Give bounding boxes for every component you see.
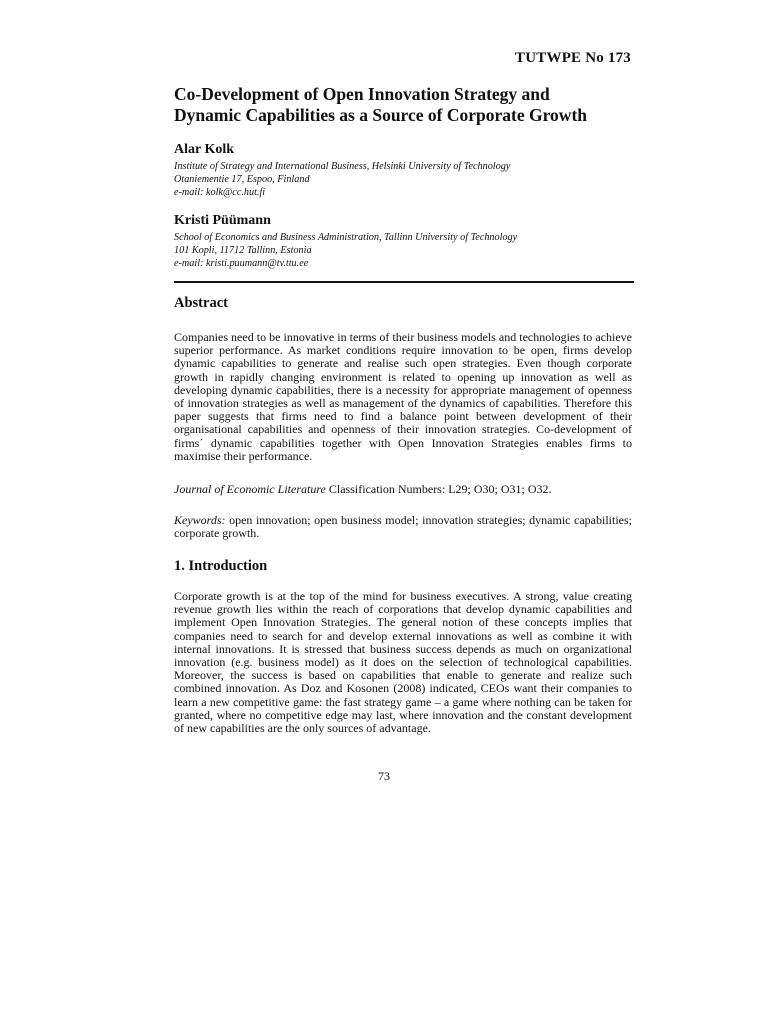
- author-address: Otaniementie 17, Espoo, Finland: [174, 173, 310, 185]
- author-affiliation: Institute of Strategy and International Business, Helsinki University of Technology: [174, 161, 511, 172]
- keywords-label: Keywords:: [174, 513, 226, 527]
- author-email: e-mail: kristi.puumann@tv.ttu.ee: [174, 257, 309, 269]
- jel-text: Classification Numbers: L29; O30; O31; O32.: [325, 482, 552, 496]
- keywords: [174, 514, 632, 540]
- series-number: TUTWPE No 173: [515, 50, 631, 66]
- jel-label: Journal of Economic Literature: [174, 482, 326, 496]
- author-address: 101 Kopli, 11712 Tallinn, Estonia: [174, 244, 312, 256]
- keywords-text: open innovation; open business model; innovation strategies; dynamic capabilities; corporate growth.: [174, 513, 632, 541]
- introduction-text: Corporate growth is at the top of the mind for business executives. A strong, value creating revenue growth lies within the reach of corporations that develop dynamic capabilities and implement Open Innovation Strategies. The general notion of these concepts implies that companies need to search for and develop external innovations as well as combine it with internal innovations. It is stressed that business success depends as much on organizational innovation (e.g. business model) as it does on the selection of technological capabilities. Moreover, the success is based on capabilities that enable to generate and realize such combined innovation. As Doz and Kosonen (2008) indicated, CEOs want their companies to learn a new competitive game: the fast strategy game – a game where nothing can be taken for granted, where no competitive edge may last, where innovation and the constant development of new capabilities are the only sources of advantage.: [174, 589, 632, 736]
- author-block-2: [174, 212, 634, 270]
- author-affiliation: School of Economics and Business Administration, Tallinn University of Technology: [174, 232, 518, 243]
- author-email: e-mail: kolk@cc.hut.fi: [174, 186, 266, 198]
- abstract-text: Companies need to be innovative in terms of their business models and technologies to achieve superior performance. As market conditions require innovation to be open, firms develop dynamic capabilities to generate and realise such open strategies. Even though corporate growth in rapidly changing environment is related to opening up innovation as well as developing dynamic capabilities, there is a necessity for appropriate management of openness of innovation strategies as well as management of the dynamics of capabilities. Therefore this paper suggests that firms need to find a balance point between development of their organisational capabilities and openness of their innovation strategies. Co-development of firms´ dynamic capabilities together with Open Innovation Strategies enables firms to maximise their performance.: [174, 330, 632, 463]
- author-block-1: [174, 141, 634, 199]
- author-name: Kristi Püümann: [174, 213, 271, 228]
- page-number: 73: [378, 769, 390, 783]
- title-line-1: Co-Development of Open Innovation Strategy and: [174, 84, 550, 104]
- author-name: Alar Kolk: [174, 142, 235, 157]
- jel-classification: [174, 483, 632, 496]
- abstract-heading: Abstract: [174, 295, 228, 311]
- title-line-2: Dynamic Capabilities as a Source of Corporate Growth: [174, 105, 588, 125]
- introduction-heading: 1. Introduction: [174, 558, 268, 574]
- paper-title: [174, 84, 634, 126]
- header-rule: [174, 281, 634, 283]
